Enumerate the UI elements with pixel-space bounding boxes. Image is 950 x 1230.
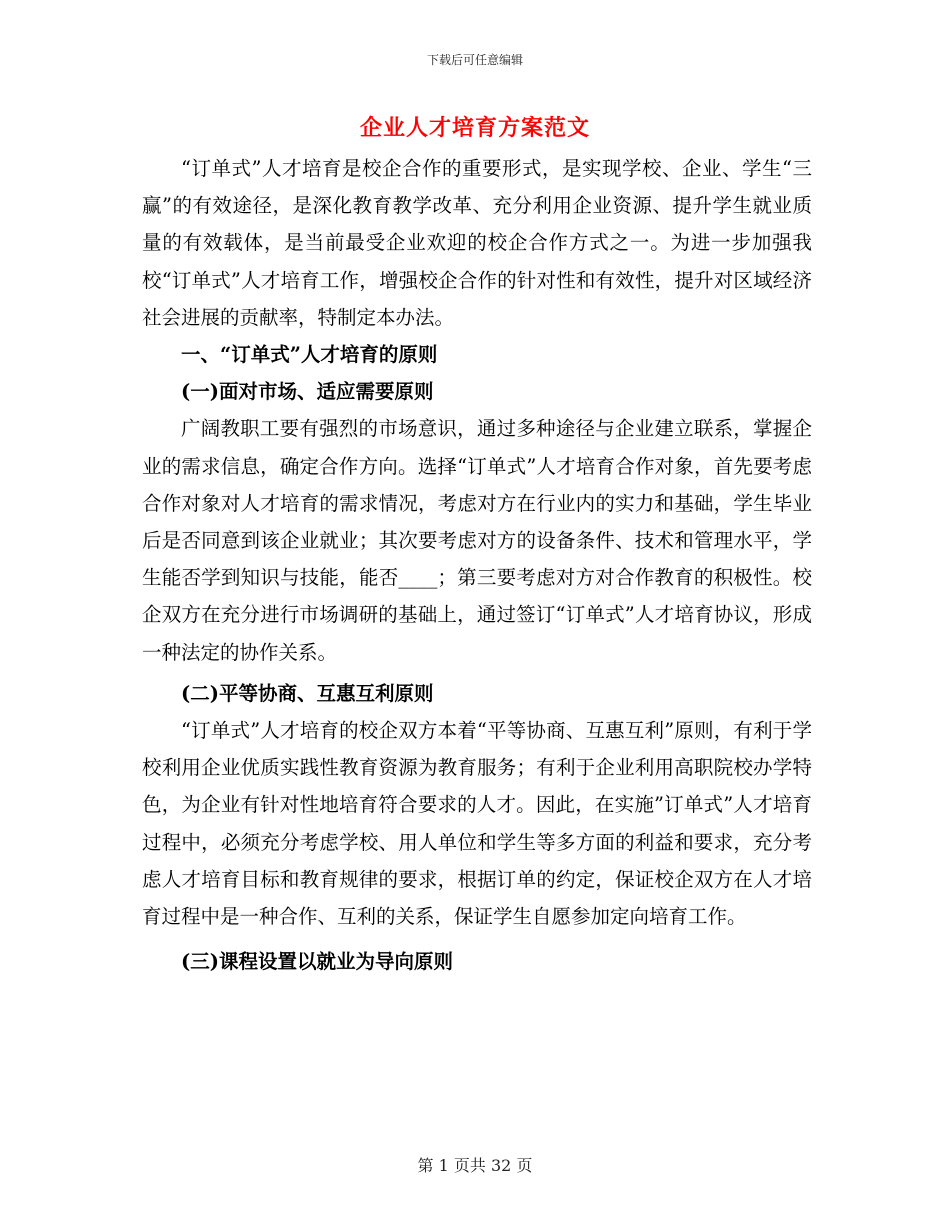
document-body (142, 150, 812, 980)
subsection-heading-2: (二)平等协商、互惠互利原则 (181, 681, 434, 705)
header-note: 下载后可任意编辑 (426, 53, 523, 67)
document-title: 企业人才培育方案范文 (359, 115, 590, 141)
subsection-heading-1: (一)面对市场、适应需要原则 (181, 380, 434, 404)
subsection-heading-3: (三)课程设置以就业为导向原则 (181, 950, 453, 974)
subsection-paragraph-2: “订单式”人才培育的校企双方本着“平等协商、互惠互利”原则，有利于学校利用企业优质实践性教育资源为教育服务；有利于企业利用高职院校办学特色，为企业有针对性地培育符合要求的人才。因此，在实施”订单式”人才培育过程中，必须充分考虑学校、用人单位和学生等多方面的利益和要求，充分考虑人才培育目标和教育规律的要求，根据订单的约定，保证校企双方在人才培育过程中是一种合作、互利的关系，保证学生自愿参加定向培育工作。 (142, 719, 812, 929)
intro-paragraph: “订单式”人才培育是校企合作的重要形式，是实现学校、企业、学生“三赢”的有效途径，是深化教育教学改革、充分利用企业资源、提升学生就业质量的有效载体，是当前最受企业欢迎的校企合作方式之一。为进一步加强我校“订单式”人才培育工作，增强校企合作的针对性和有效性，提升对区域经济社会进展的贡献率，特制定本办法。 (142, 157, 812, 329)
section-heading-1: 一、“订单式”人才培育的原则 (181, 343, 438, 367)
subsection-paragraph-1: 广阔教职工要有强烈的市场意识，通过多种途径与企业建立联系，掌握企业的需求信息，确定合作方向。选择“订单式”人才培育合作对象，首先要考虑合作对象对人才培育的需求情况，考虑对方在行业内的实力和基础，学生毕业后是否同意到该企业就业；其次要考虑对方的设备条件、技术和管理水平，学生能否学到知识与技能，能否____；第三要考虑对方对合作教育的积极性。校企双方在充分进行市场调研的基础上，通过签订“订单式”人才培育协议，形成一种法定的协作关系。 (142, 417, 812, 664)
page-number-footer: 第 1 页共 32 页 (417, 1156, 533, 1175)
